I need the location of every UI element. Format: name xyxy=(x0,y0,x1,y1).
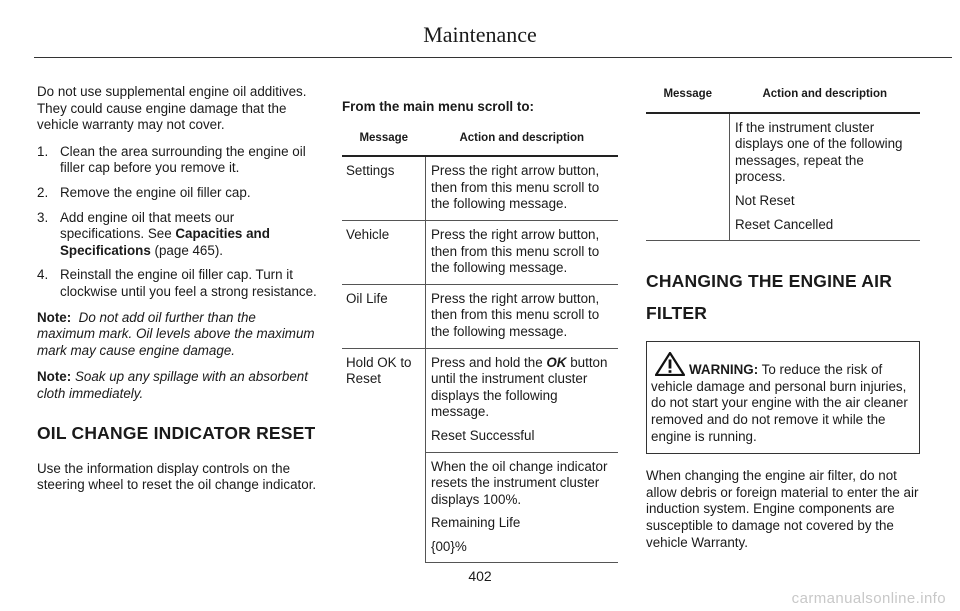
list-item xyxy=(37,210,317,260)
step-text: Clean the area surrounding the engine oil filler cap before you remove it. xyxy=(60,143,306,176)
table-row xyxy=(342,220,618,284)
message-reset-cancelled: Reset Cancelled xyxy=(735,216,834,232)
cross-reference-link[interactable]: Capacities and Specifications xyxy=(60,226,270,258)
remaining-life-value: {00}% xyxy=(431,538,467,554)
note-text: Do not add oil further than the maximum mark. Oil levels above the maximum mark may cause engine damage. xyxy=(37,309,315,358)
note-spillage xyxy=(37,369,317,402)
message-cell: Settings xyxy=(342,156,426,220)
intro-paragraph: Do not use supplemental engine oil additives. They could cause engine damage that the vehicle warranty may not cover. xyxy=(37,84,307,133)
table-row xyxy=(342,348,618,452)
note-oil-level xyxy=(37,310,317,360)
action-cell xyxy=(426,348,619,452)
step-number: 3. xyxy=(37,209,49,225)
list-item xyxy=(37,144,317,177)
action-cell xyxy=(730,113,921,241)
warning-triangle-icon xyxy=(655,352,685,376)
message-cell: Oil Life xyxy=(342,284,426,348)
column-header-message: Message xyxy=(646,86,730,113)
remaining-life-label: Remaining Life xyxy=(431,515,521,531)
page-header-title: Maintenance xyxy=(423,22,537,47)
reset-note: When the oil change indicator resets the instrument cluster displays 100%. xyxy=(431,458,608,507)
warning-text: To reduce the risk of vehicle damage and personal burn injuries, do not start your engine with the air cleaner removed and do not remove it while the engine is running. xyxy=(651,362,908,444)
hold-text-post: button until the instrument cluster displays the following message. xyxy=(431,354,608,420)
steps-list xyxy=(37,144,317,301)
warning-head xyxy=(651,362,758,377)
header-divider xyxy=(34,57,952,58)
reset-failure-table xyxy=(646,86,920,241)
action-cell: Press the right arrow button, then from this menu scroll to the following message. xyxy=(426,284,619,348)
section-heading-air-filter xyxy=(646,267,920,327)
ok-key-label: OK xyxy=(546,354,567,370)
table-row xyxy=(646,113,920,241)
step-number: 1. xyxy=(37,143,49,159)
warning-label: WARNING: xyxy=(689,362,759,378)
message-not-reset: Not Reset xyxy=(735,192,795,208)
message-cell: Hold OK to Reset xyxy=(342,348,426,563)
list-item xyxy=(37,267,317,300)
right-column xyxy=(646,86,920,561)
column-header-action: Action and description xyxy=(426,130,619,157)
step-number: 4. xyxy=(37,267,49,283)
hold-instruction xyxy=(431,355,614,421)
section-heading-oil-reset: OIL CHANGE INDICATOR RESET xyxy=(37,422,316,443)
repeat-instruction: If the instrument cluster displays one of the following messages, repeat the process. xyxy=(735,119,903,185)
middle-column xyxy=(342,99,618,563)
oil-reset-paragraph: Use the information display controls on the steering wheel to reset the oil change indicator. xyxy=(37,460,317,493)
page-number: 402 xyxy=(468,568,492,584)
table-row xyxy=(342,284,618,348)
note-label: Note: xyxy=(37,369,72,385)
message-cell: Vehicle xyxy=(342,220,426,284)
warning-box xyxy=(646,341,920,454)
note-text: Soak up any spillage with an absorbent cloth immediately. xyxy=(37,369,308,401)
action-cell: Press the right arrow button, then from this menu scroll to the following message. xyxy=(426,156,619,220)
oil-reset-table xyxy=(342,130,618,564)
action-cell: Press the right arrow button, then from this menu scroll to the following message. xyxy=(426,220,619,284)
left-column xyxy=(37,84,317,504)
list-item xyxy=(37,185,317,202)
menu-intro: From the main menu scroll to: xyxy=(342,99,534,114)
step-text: Reinstall the engine oil filler cap. Turn it clockwise until you feel a strong resistance. xyxy=(60,267,317,299)
watermark: carmanualsonline.info xyxy=(791,590,946,607)
heading-line-1: CHANGING THE ENGINE AIR xyxy=(646,271,893,292)
action-cell xyxy=(426,452,619,563)
message-cell xyxy=(646,113,730,241)
note-label: Note: xyxy=(37,309,72,325)
air-filter-paragraph: When changing the engine air filter, do not allow debris or foreign material to enter the air induction system. Engine components are susceptible to damage not covered by the vehicle Warranty. xyxy=(646,468,919,550)
column-header-message: Message xyxy=(342,130,426,157)
table-row xyxy=(342,156,618,220)
column-header-action: Action and description xyxy=(730,86,921,113)
step-text-pre: Add engine oil that meets our specifications. See xyxy=(60,209,235,242)
step-text-post: (page 465). xyxy=(150,242,224,258)
reset-result-message: Reset Successful xyxy=(431,427,535,443)
step-number: 2. xyxy=(37,184,49,200)
step-text: Remove the engine oil filler cap. xyxy=(60,184,251,200)
hold-text-pre: Press and hold the xyxy=(431,354,547,370)
heading-line-2: FILTER xyxy=(646,303,708,324)
